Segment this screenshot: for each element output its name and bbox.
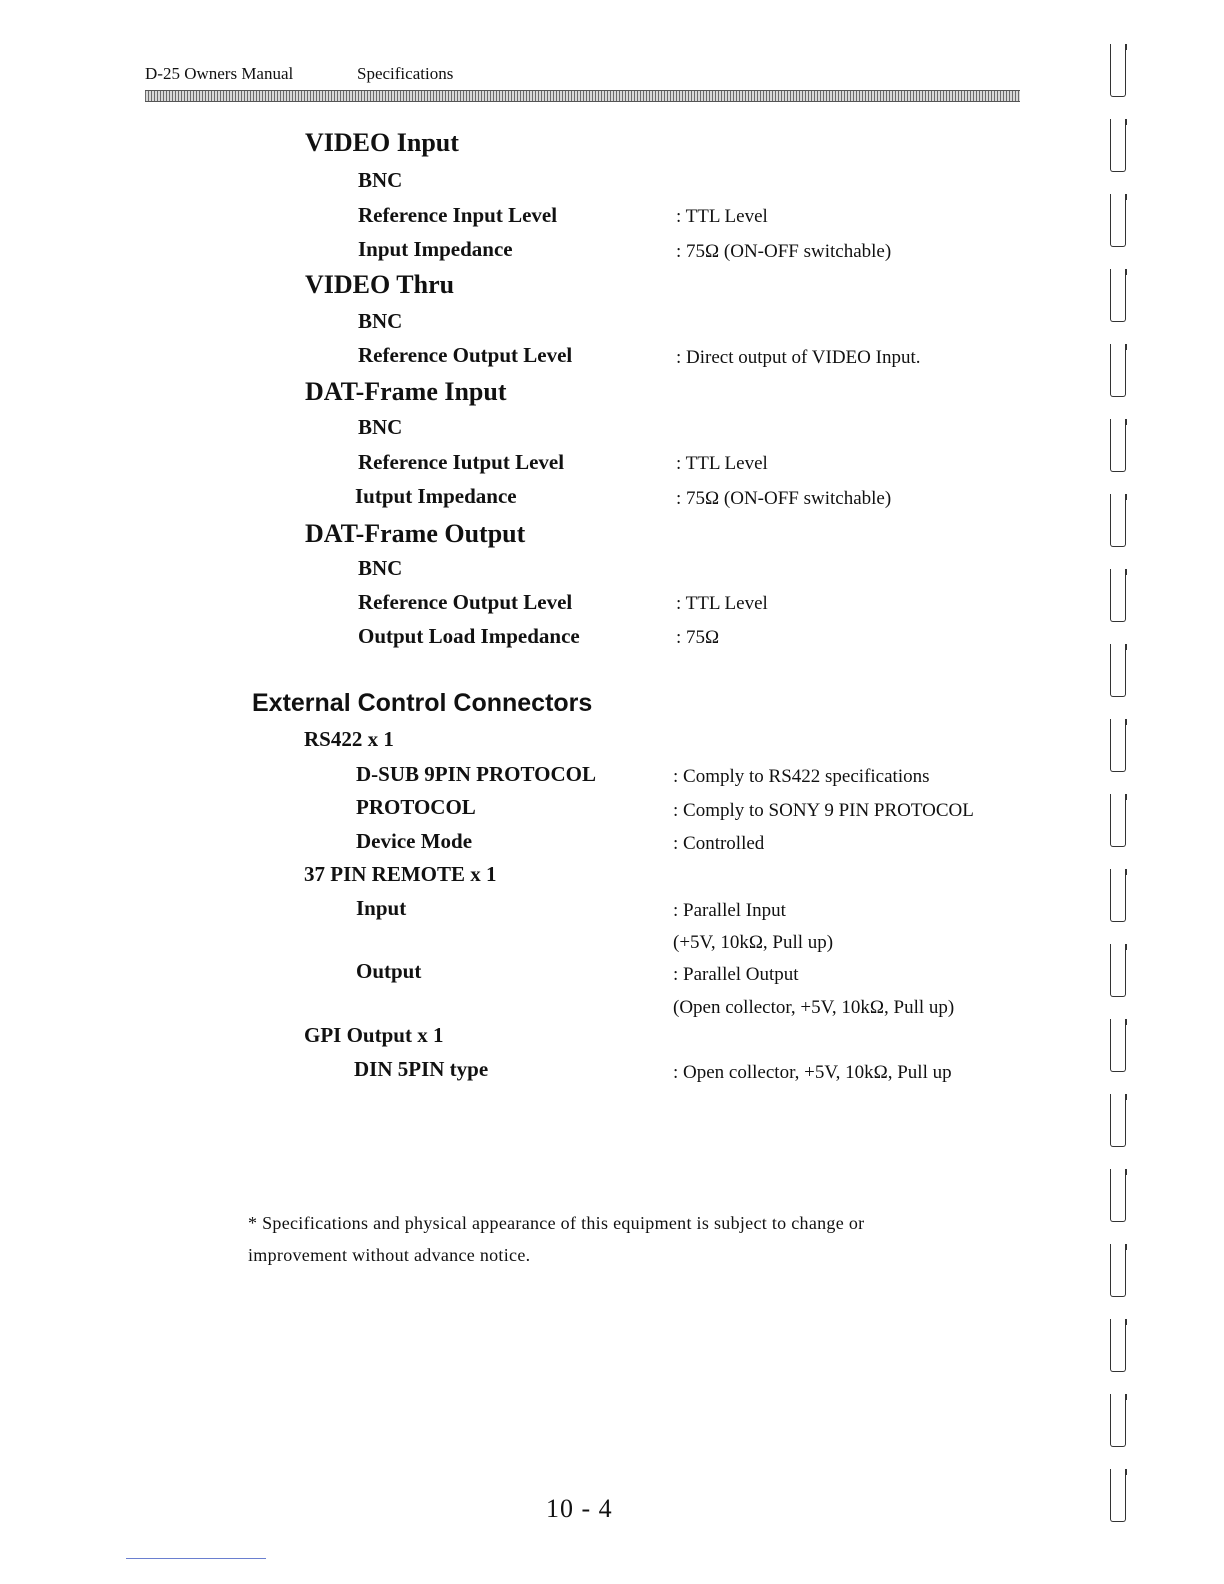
- dat-frame-input-ref-level-label: Reference Iutput Level: [358, 450, 565, 474]
- gpi-din-value: : Open collector, +5V, 10kΩ, Pull up: [673, 1062, 952, 1083]
- binder-hole-mark: [1110, 725, 1126, 772]
- video-input-impedance-label: Input Impedance: [358, 237, 513, 261]
- video-input-impedance-value: : 75Ω (ON-OFF switchable): [676, 241, 892, 262]
- binder-hole-mark: [1110, 125, 1126, 172]
- gpi-din-label: DIN 5PIN type: [354, 1057, 489, 1081]
- video-thru-heading: VIDEO Thru: [305, 270, 455, 299]
- video-input-bnc: BNC: [358, 168, 403, 192]
- header-rule: [145, 90, 1020, 102]
- footnote-line-1: * Specifications and physical appearance of this equipment is subject to change or: [248, 1213, 865, 1233]
- rs422-dsub-value: : Comply to RS422 specifications: [673, 766, 930, 787]
- rs422-protocol-label: PROTOCOL: [356, 795, 476, 819]
- page-number: 10 - 4: [546, 1494, 613, 1523]
- binder-hole-mark: [1110, 1175, 1126, 1222]
- section-title: Specifications: [357, 64, 454, 83]
- remote37-input-label: Input: [356, 896, 407, 920]
- video-input-ref-level-value: : TTL Level: [676, 206, 768, 227]
- remote37-input-detail: (+5V, 10kΩ, Pull up): [673, 932, 834, 953]
- remote37-output-value: : Parallel Output: [673, 964, 799, 985]
- remote37-output-detail: (Open collector, +5V, 10kΩ, Pull up): [673, 997, 955, 1018]
- dat-frame-input-impedance-label: Iutput Impedance: [355, 484, 517, 508]
- dat-frame-input-heading: DAT-Frame Input: [305, 377, 507, 406]
- remote37-input-value: : Parallel Input: [673, 900, 786, 921]
- remote37-heading: 37 PIN REMOTE x 1: [304, 862, 497, 886]
- dat-frame-output-bnc: BNC: [358, 556, 403, 580]
- dat-frame-output-heading: DAT-Frame Output: [305, 519, 526, 548]
- binder-hole-mark: [1110, 425, 1126, 472]
- binder-hole-mark: [1110, 1100, 1126, 1147]
- binder-hole-mark: [1110, 500, 1126, 547]
- binder-hole-mark: [1110, 1475, 1126, 1522]
- external-control-heading: External Control Connectors: [252, 689, 593, 717]
- rs422-heading: RS422 x 1: [304, 727, 394, 751]
- video-thru-bnc: BNC: [358, 309, 403, 333]
- remote37-output-label: Output: [356, 959, 422, 983]
- binder-hole-mark: [1110, 1400, 1126, 1447]
- binder-hole-mark: [1110, 575, 1126, 622]
- dat-frame-output-impedance-label: Output Load Impedance: [358, 624, 580, 648]
- binder-hole-mark: [1110, 800, 1126, 847]
- video-thru-ref-level-value: : Direct output of VIDEO Input.: [676, 347, 921, 368]
- binder-hole-mark: [1110, 650, 1126, 697]
- dat-frame-output-impedance-value: : 75Ω: [676, 627, 720, 648]
- dat-frame-output-ref-level-value: : TTL Level: [676, 593, 768, 614]
- video-thru-ref-level-label: Reference Output Level: [358, 343, 573, 367]
- binder-hole-mark: [1110, 50, 1126, 97]
- binder-hole-mark: [1110, 1025, 1126, 1072]
- dat-frame-output-ref-level-label: Reference Output Level: [358, 590, 573, 614]
- video-input-heading: VIDEO Input: [305, 128, 459, 157]
- scan-edge-line: [126, 1558, 266, 1559]
- dat-frame-input-ref-level-value: : TTL Level: [676, 453, 768, 474]
- binder-hole-mark: [1110, 950, 1126, 997]
- binder-hole-mark: [1110, 875, 1126, 922]
- rs422-device-mode-value: : Controlled: [673, 833, 765, 854]
- rs422-device-mode-label: Device Mode: [356, 829, 473, 853]
- dat-frame-input-impedance-value: : 75Ω (ON-OFF switchable): [676, 488, 892, 509]
- video-input-ref-level-label: Reference Input Level: [358, 203, 558, 227]
- binder-hole-mark: [1110, 1325, 1126, 1372]
- binder-hole-mark: [1110, 200, 1126, 247]
- binder-hole-mark: [1110, 1250, 1126, 1297]
- binder-hole-mark: [1110, 275, 1126, 322]
- footnote-line-2: improvement without advance notice.: [248, 1245, 531, 1265]
- binder-hole-mark: [1110, 350, 1126, 397]
- rs422-protocol-value: : Comply to SONY 9 PIN PROTOCOL: [673, 800, 974, 821]
- gpi-heading: GPI Output x 1: [304, 1023, 444, 1047]
- dat-frame-input-bnc: BNC: [358, 415, 403, 439]
- rs422-dsub-label: D-SUB 9PIN PROTOCOL: [356, 762, 596, 786]
- manual-title: D-25 Owners Manual: [145, 64, 294, 83]
